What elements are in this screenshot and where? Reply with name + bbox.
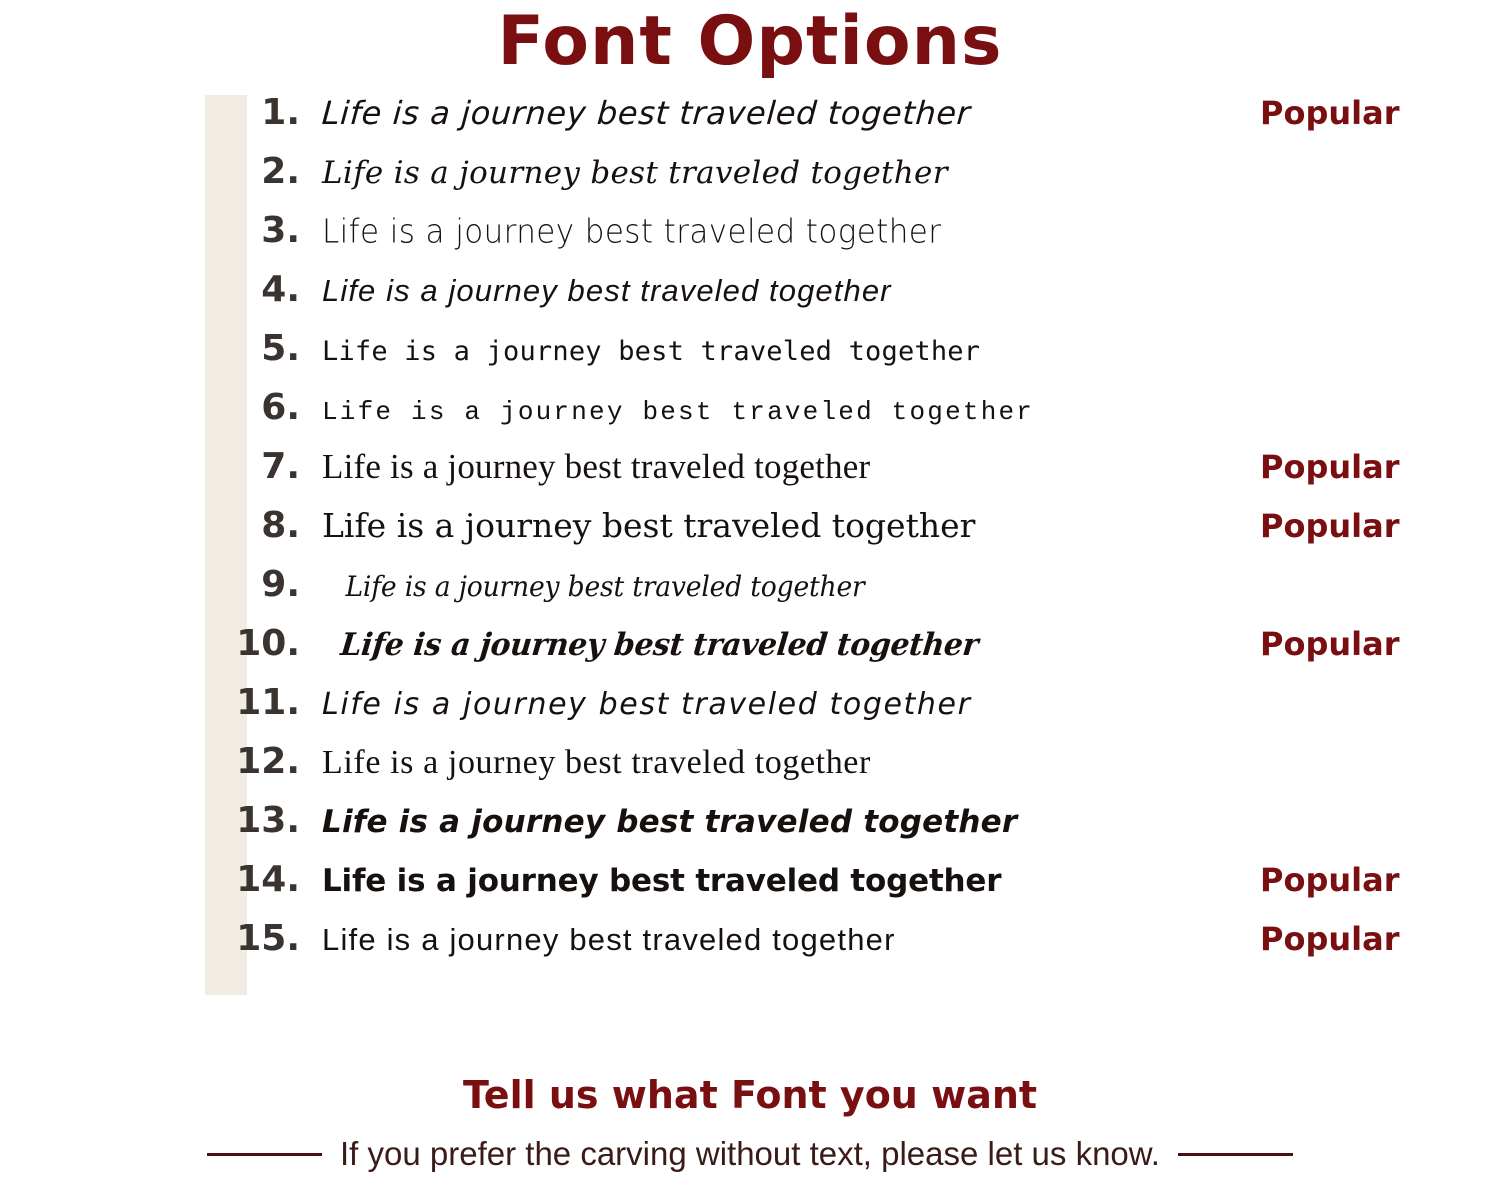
font-sample: Life is a journey best traveled together xyxy=(322,863,1002,900)
list-item[interactable] xyxy=(205,800,1460,862)
list-item[interactable] xyxy=(205,210,1460,272)
list-item[interactable] xyxy=(205,151,1460,213)
list-item[interactable] xyxy=(205,564,1460,626)
font-number: 13. xyxy=(236,800,300,842)
list-item[interactable] xyxy=(205,92,1460,154)
list-item[interactable] xyxy=(205,387,1460,449)
font-number: 3. xyxy=(261,210,300,252)
list-item[interactable] xyxy=(205,328,1460,390)
list-item[interactable] xyxy=(205,682,1460,744)
font-sample: Life is a journey best traveled together xyxy=(322,213,942,252)
list-item[interactable] xyxy=(205,918,1460,980)
font-number: 8. xyxy=(261,505,300,547)
list-item[interactable] xyxy=(205,446,1460,508)
font-sample: Life is a journey best traveled together xyxy=(322,447,871,487)
font-sample: Life is a journey best traveled together xyxy=(322,273,892,309)
footer-note: If you prefer the carving without text, please let us know. xyxy=(340,1135,1160,1172)
font-number: 6. xyxy=(261,387,300,429)
font-sample: Life is a journey best traveled together xyxy=(322,397,1035,428)
font-number: 7. xyxy=(261,446,300,488)
font-sample: Life is a journey best traveled together xyxy=(322,744,871,782)
font-number: 14. xyxy=(236,859,300,901)
font-number: 5. xyxy=(261,328,300,370)
divider-left xyxy=(207,1153,322,1156)
font-number: 1. xyxy=(261,92,300,134)
popular-badge: Popular xyxy=(1260,94,1400,133)
font-sample: Life is a journey best traveled together xyxy=(322,804,1018,841)
font-number: 11. xyxy=(236,682,300,724)
popular-badge: Popular xyxy=(1260,448,1400,487)
font-options-list xyxy=(0,92,1500,980)
font-number: 15. xyxy=(236,918,300,960)
font-sample: Life is a journey best traveled together xyxy=(322,687,972,723)
font-number: 10. xyxy=(236,623,300,665)
popular-badge: Popular xyxy=(1260,861,1400,900)
footer-title: Tell us what Font you want xyxy=(462,1073,1038,1117)
font-sample: Life is a journey best traveled together xyxy=(320,94,972,133)
popular-badge: Popular xyxy=(1260,920,1400,959)
footer xyxy=(0,1073,1500,1173)
font-number: 2. xyxy=(261,151,300,193)
font-number: 4. xyxy=(261,269,300,311)
list-item[interactable] xyxy=(205,741,1460,803)
font-number: 12. xyxy=(236,741,300,783)
font-sample: Life is a journey best traveled together xyxy=(322,922,896,958)
list-item[interactable] xyxy=(205,269,1460,331)
divider-right xyxy=(1178,1153,1293,1156)
font-sample: Life is a journey best traveled together xyxy=(338,627,981,664)
font-number: 9. xyxy=(261,564,300,606)
font-sample: Life is a journey best traveled together xyxy=(322,506,976,546)
font-sample: Life is a journey best traveled together xyxy=(322,155,948,192)
list-item[interactable] xyxy=(205,623,1460,685)
popular-badge: Popular xyxy=(1260,507,1400,546)
list-item[interactable] xyxy=(205,505,1460,567)
page-title: Font Options xyxy=(497,2,1003,81)
font-sample: Life is a journey best traveled together xyxy=(345,570,865,604)
font-sample: Life is a journey best traveled together xyxy=(322,336,981,368)
list-item[interactable] xyxy=(205,859,1460,921)
popular-badge: Popular xyxy=(1260,625,1400,664)
footer-note-row xyxy=(0,1135,1500,1173)
